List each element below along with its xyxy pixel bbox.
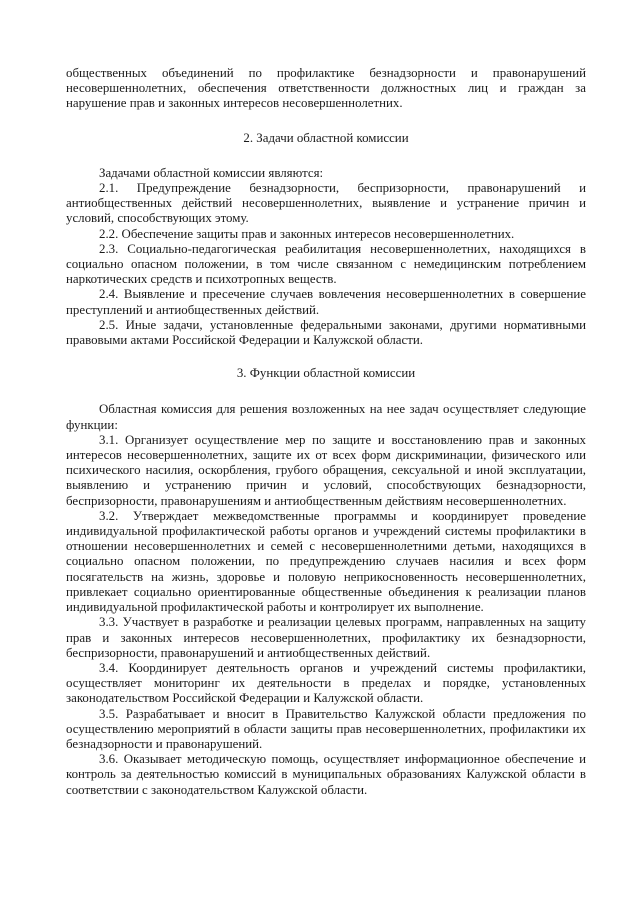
section-3-lead: Областная комиссия для решения возложенных на нее задач осуществляет следующие функции:	[66, 402, 586, 432]
section-2-lead: Задачами областной комиссии являются:	[99, 165, 324, 180]
section-3-item: 3.2. Утверждает межведомственные программы и координирует проведение индивидуальной профилактической работы органов и учреждений системы профилактики в отношении несовершеннолетних и семей с несовершеннолетними детьми, находящихся в социально опасном положении, по предупреждению случаев насилия и всех форм посягательств на жизнь, здоровье и половую неприкосновенность несовершеннолетних, привлекает социально ориентированные общественные объединения к реализации планов индивидуальной профилактической работы и контролирует их выполнение.	[66, 508, 586, 615]
section-3-heading: 3. Функции областной комиссии	[236, 366, 416, 381]
intro-paragraph: общественных объединений по профилактике безнадзорности и правонарушений несовершеннолетних, обеспечения ответственности должностных лиц и граждан за нарушение прав и законных интересов несовершеннолетних.	[66, 66, 586, 111]
section-3-item: 3.5. Разрабатывает и вносит в Правительство Калужской области предложения по осуществлению мероприятий в области защиты прав несовершеннолетних, профилактики их безнадзорности и правонарушений.	[66, 706, 586, 751]
section-3-item: 3.3. Участвует в разработке и реализации целевых программ, направленных на защиту прав и законных интересов несовершеннолетних, профилактику их безнадзорности, беспризорности, правонарушений и антиобщественных действий.	[66, 615, 586, 660]
section-2-item: 2.2. Обеспечение защиты прав и законных интересов несовершеннолетних.	[99, 226, 515, 241]
spacer	[66, 348, 586, 366]
section-2-item: 2.1. Предупреждение безнадзорности, беспризорности, правонарушений и антиобщественных действий несовершеннолетних, выявление и устранение причин и условий, способствующих этому.	[66, 181, 586, 226]
section-2-item: 2.3. Социально-педагогическая реабилитация несовершеннолетних, находящихся в социально опасном положении, в том числе связанном с немедицинским потреблением наркотических средств и психотропных веществ.	[66, 241, 586, 287]
section-3-item: 3.4. Координирует деятельность органов и учреждений системы профилактики, осуществляет мониторинг их деятельности в пределах и порядке, установленных законодательством Российской Федерации и Калужской области.	[66, 660, 586, 706]
section-3-item: 3.1. Организует осуществление мер по защите и восстановлению прав и законных интересов несовершеннолетних, защите их от всех форм дискриминации, физического или психического насилия, оскорбления, грубого обращения, сексуальной и иной эксплуатации, выявлению и устранению причин и условий, способствующих безнадзорности, беспризорности, правонарушениям и антиобщественным действиям несовершеннолетних.	[66, 432, 586, 508]
section-3-item: 3.6. Оказывает методическую помощь, осуществляет информационное обеспечение и контроль за деятельностью комиссий в муниципальных образованиях Калужской области в соответствии с законодательством Калужской области.	[66, 752, 586, 797]
section-2-heading: 2. Задачи областной комиссии	[243, 130, 409, 145]
spacer	[66, 112, 586, 131]
section-2-item: 2.5. Иные задачи, установленные федеральными законами, другими нормативными правовыми актами Российской Федерации и Калужской области.	[66, 317, 586, 348]
spacer	[66, 381, 586, 402]
spacer	[66, 146, 586, 166]
section-2-item: 2.4. Выявление и пресечение случаев вовлечения несовершеннолетних в совершение преступлений и антиобщественных действий.	[66, 287, 586, 317]
document-page	[66, 66, 586, 798]
